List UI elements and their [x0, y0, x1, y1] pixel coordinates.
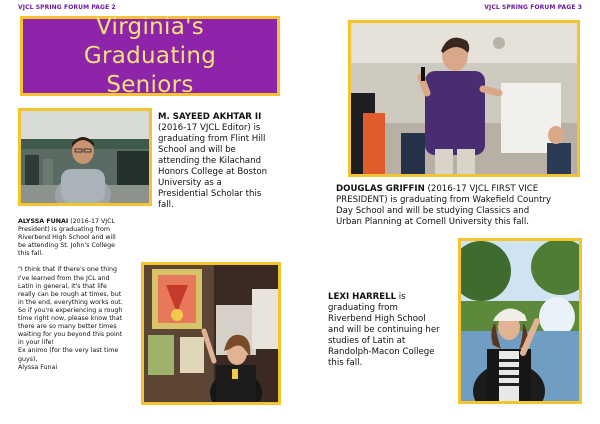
douglas-photo	[348, 20, 580, 177]
douglas-heading	[336, 184, 596, 195]
sayeed-name: M. SAYEED AKHTAR II	[158, 112, 262, 122]
title-line-2: Seniors	[106, 71, 194, 98]
page-header-right: VJCL SPRING FORUM PAGE 3	[484, 4, 582, 11]
sayeed-line: Presidential Scholar this	[158, 189, 262, 199]
lexi-line: studies of Latin at	[328, 336, 406, 346]
alyssa-quote-line: I've learned from the JCL and	[18, 274, 110, 282]
sayeed-line: School and will be	[158, 145, 236, 155]
title-banner	[20, 13, 280, 98]
alyssa-quote-line: Latin in general, it's that life	[18, 282, 107, 290]
lexi-line: and will be continuing her	[328, 325, 440, 335]
lexi-photo	[458, 238, 582, 404]
alyssa-quote-line: waiting for you beyond this point	[18, 331, 123, 339]
sayeed-line: fall.	[158, 200, 174, 210]
sayeed-line: attending the Kilachand	[158, 156, 262, 166]
douglas-bio	[336, 184, 596, 228]
alyssa-quote-line: in your life!	[18, 339, 55, 347]
lexi-line: Randolph-Macon College	[328, 347, 435, 357]
alyssa-line: President) is graduating from	[18, 226, 111, 234]
douglas-name: DOUGLAS GRIFFIN	[336, 184, 425, 194]
alyssa-line: this fall.	[18, 250, 44, 258]
alyssa-quote-line: in the end, everything works out.	[18, 298, 123, 306]
page-title	[23, 13, 277, 100]
lexi-name: LEXI HARRELL	[328, 292, 397, 302]
alyssa-bio	[18, 218, 143, 372]
alyssa-quote-line: time right now, please know that	[18, 315, 123, 323]
lexi-bio	[328, 292, 458, 369]
alyssa-name-suffix: (2016-17 VJCL	[68, 218, 116, 225]
sayeed-line: graduating from Flint Hill	[158, 134, 266, 144]
alyssa-line: Riverbend High School and will	[18, 234, 116, 242]
lexi-line: this fall.	[328, 358, 363, 368]
alyssa-quote-line: Alyssa Funai	[18, 363, 58, 371]
title-line-1: Virginia's Graduating	[83, 13, 217, 69]
sayeed-line: Honors College at Boston	[158, 167, 268, 177]
lexi-line: Riverbend High School	[328, 314, 426, 324]
lexi-name-suffix: is	[396, 292, 406, 302]
sayeed-photo	[18, 108, 152, 206]
alyssa-quote-line: "I think that if there's one thing	[18, 266, 117, 274]
page-header-left: VJCL SPRING FORUM PAGE 2	[18, 4, 116, 11]
lexi-heading	[328, 292, 458, 303]
douglas-line: Urban Planning at Cornell University this fall.	[336, 217, 530, 227]
alyssa-heading	[18, 218, 143, 226]
alyssa-line: be attending St. John's College	[18, 242, 115, 250]
douglas-line: Day School and will be studying Classics and	[336, 206, 530, 216]
douglas-name-suffix: (2016-17 VJCL FIRST VICE	[424, 184, 539, 194]
alyssa-quote-line: Ex animo (for the very last time	[18, 347, 119, 355]
alyssa-quote-line: really can be rough at times, but	[18, 290, 122, 298]
alyssa-quote-line: there are so many better times	[18, 323, 117, 331]
sayeed-line: University as a	[158, 178, 222, 188]
alyssa-quote-line: So if you're experiencing a rough	[18, 306, 123, 314]
sayeed-line: (2016-17 VJCL Editor) is	[158, 123, 261, 133]
alyssa-name: ALYSSA FUNAI	[18, 218, 69, 225]
douglas-line: PRESIDENT) is graduating from Wakefield Country	[336, 195, 552, 205]
alyssa-photo	[141, 262, 281, 405]
lexi-line: graduating from	[328, 303, 398, 313]
alyssa-quote-line: guys),	[18, 355, 38, 363]
sayeed-bio	[158, 112, 288, 211]
